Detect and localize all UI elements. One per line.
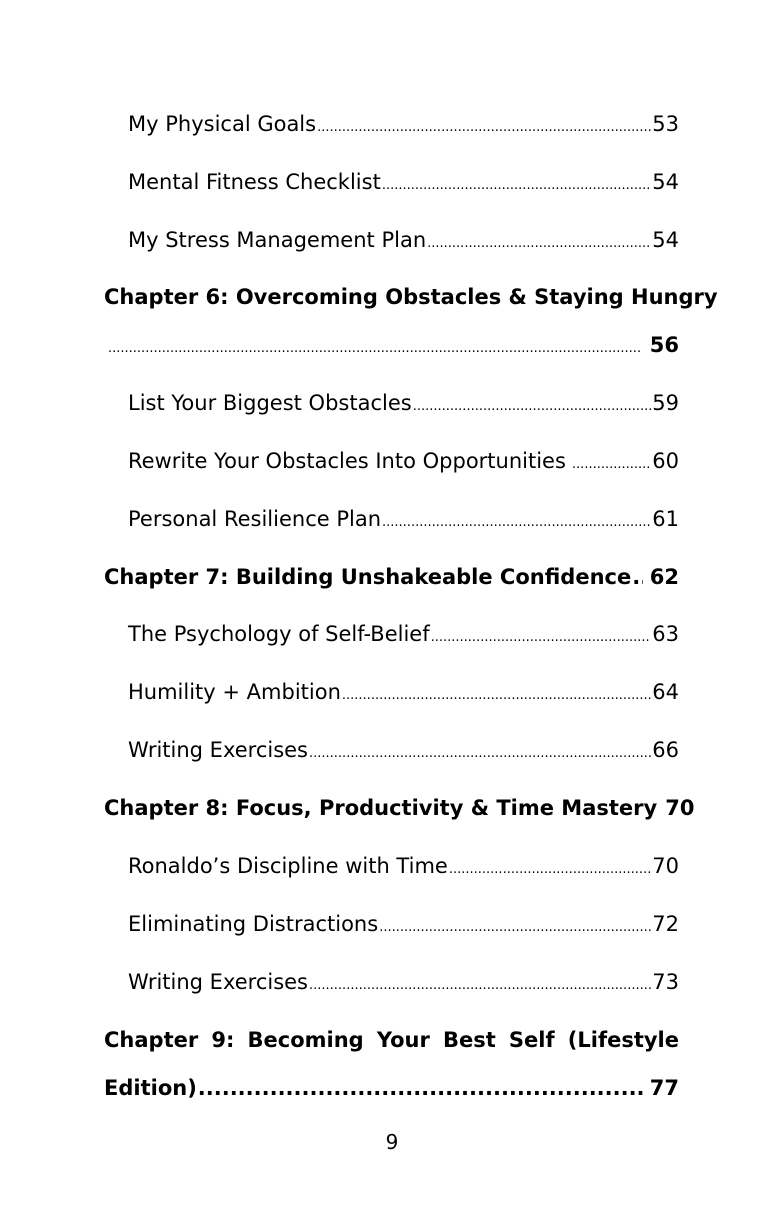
toc-entry-page: 72	[652, 912, 679, 936]
toc-chapter-6-leader-line[interactable]	[104, 333, 679, 357]
dot-leader	[382, 507, 651, 531]
toc-chapter-title: Chapter 7: Building Unshakeable Confidence	[104, 565, 632, 589]
toc-word: Becoming	[247, 1028, 364, 1052]
toc-entry-page: 70	[652, 854, 679, 878]
toc-entry-title: Writing Exercises	[128, 738, 308, 762]
toc-entry-page: 53	[652, 112, 679, 136]
dot-leader	[198, 1076, 643, 1100]
page-number: 9	[385, 1130, 399, 1154]
toc-entry-list-obstacles[interactable]	[128, 391, 679, 415]
dot-leader	[309, 970, 651, 994]
dot-leader	[108, 333, 641, 357]
dot-leader	[572, 449, 651, 473]
toc-entry-writing-exercises-2[interactable]	[128, 970, 679, 994]
toc-chapter-page: 62	[649, 565, 679, 589]
toc-entry-page: 54	[652, 228, 679, 252]
toc-chapter-title: Chapter 8: Focus, Productivity & Time Mastery	[104, 796, 658, 820]
toc-entry-page: 63	[652, 622, 679, 646]
toc-entry-personal-resilience-plan[interactable]	[128, 507, 679, 531]
toc-entry-title: Eliminating Distractions	[128, 912, 379, 936]
toc-word: Best	[442, 1028, 496, 1052]
toc-entry-page: 54	[652, 170, 679, 194]
toc-chapter-title-continued: Edition)	[104, 1076, 197, 1100]
toc-entry-title: My Stress Management Plan	[128, 228, 427, 252]
toc-entry-writing-exercises[interactable]	[128, 738, 679, 762]
toc-entry-rewrite-obstacles[interactable]	[128, 449, 679, 473]
dot-leader	[431, 622, 652, 646]
toc-entry-title: Rewrite Your Obstacles Into Opportunities	[128, 449, 566, 473]
toc-entry-my-physical-goals[interactable]	[128, 112, 679, 136]
toc-chapter-page: 77	[649, 1076, 679, 1100]
toc-word: Your	[376, 1028, 430, 1052]
toc-entry-title: Humility + Ambition	[128, 680, 341, 704]
toc-entry-page: 73	[652, 970, 679, 994]
toc-entry-psychology-self-belief[interactable]	[128, 622, 679, 646]
toc-entry-page: 59	[652, 391, 679, 415]
dot-leader	[382, 170, 651, 194]
dot-leader	[449, 854, 651, 878]
toc-chapter-9-line-2[interactable]	[104, 1076, 679, 1100]
toc-chapter-9-line-1[interactable]	[104, 1028, 679, 1052]
dot-leader	[309, 738, 651, 762]
toc-entry-mental-fitness-checklist[interactable]	[128, 170, 679, 194]
toc-word: 9:	[211, 1028, 235, 1052]
toc-entry-page: 66	[652, 738, 679, 762]
toc-entry-title: List Your Biggest Obstacles	[128, 391, 412, 415]
toc-chapter-title: Chapter 6: Overcoming Obstacles & Staying Hungry	[104, 285, 718, 309]
toc-chapter-7[interactable]	[104, 565, 679, 589]
toc-entry-stress-management-plan[interactable]	[128, 228, 679, 252]
toc-word: Self	[508, 1028, 555, 1052]
toc-entry-title: My Physical Goals	[128, 112, 317, 136]
toc-entry-title: The Psychology of Self-Belief	[128, 622, 430, 646]
dot-leader	[427, 228, 651, 252]
toc-word: Chapter	[104, 1028, 199, 1052]
toc-entry-eliminating-distractions[interactable]	[128, 912, 679, 936]
toc-entry-page: 64	[652, 680, 679, 704]
toc-chapter-page: 56	[649, 333, 679, 357]
dot-leader	[379, 912, 651, 936]
toc-chapter-page: 70	[665, 796, 695, 820]
toc-entry-ronaldo-discipline[interactable]	[128, 854, 679, 878]
dot-leader	[413, 391, 652, 415]
toc-entry-humility-ambition[interactable]	[128, 680, 679, 704]
dot-leader	[632, 565, 643, 589]
toc-entry-page: 61	[652, 507, 679, 531]
toc-entry-title: Mental Fitness Checklist	[128, 170, 381, 194]
toc-entry-title: Ronaldo’s Discipline with Time	[128, 854, 448, 878]
dot-leader	[342, 680, 651, 704]
toc-word: (Lifestyle	[567, 1028, 679, 1052]
dot-leader	[317, 112, 651, 136]
toc-chapter-8[interactable]	[104, 796, 695, 820]
toc-entry-title: Writing Exercises	[128, 970, 308, 994]
toc-entry-title: Personal Resilience Plan	[128, 507, 382, 531]
toc-chapter-6-title[interactable]	[104, 285, 718, 309]
toc-entry-page: 60	[652, 449, 679, 473]
